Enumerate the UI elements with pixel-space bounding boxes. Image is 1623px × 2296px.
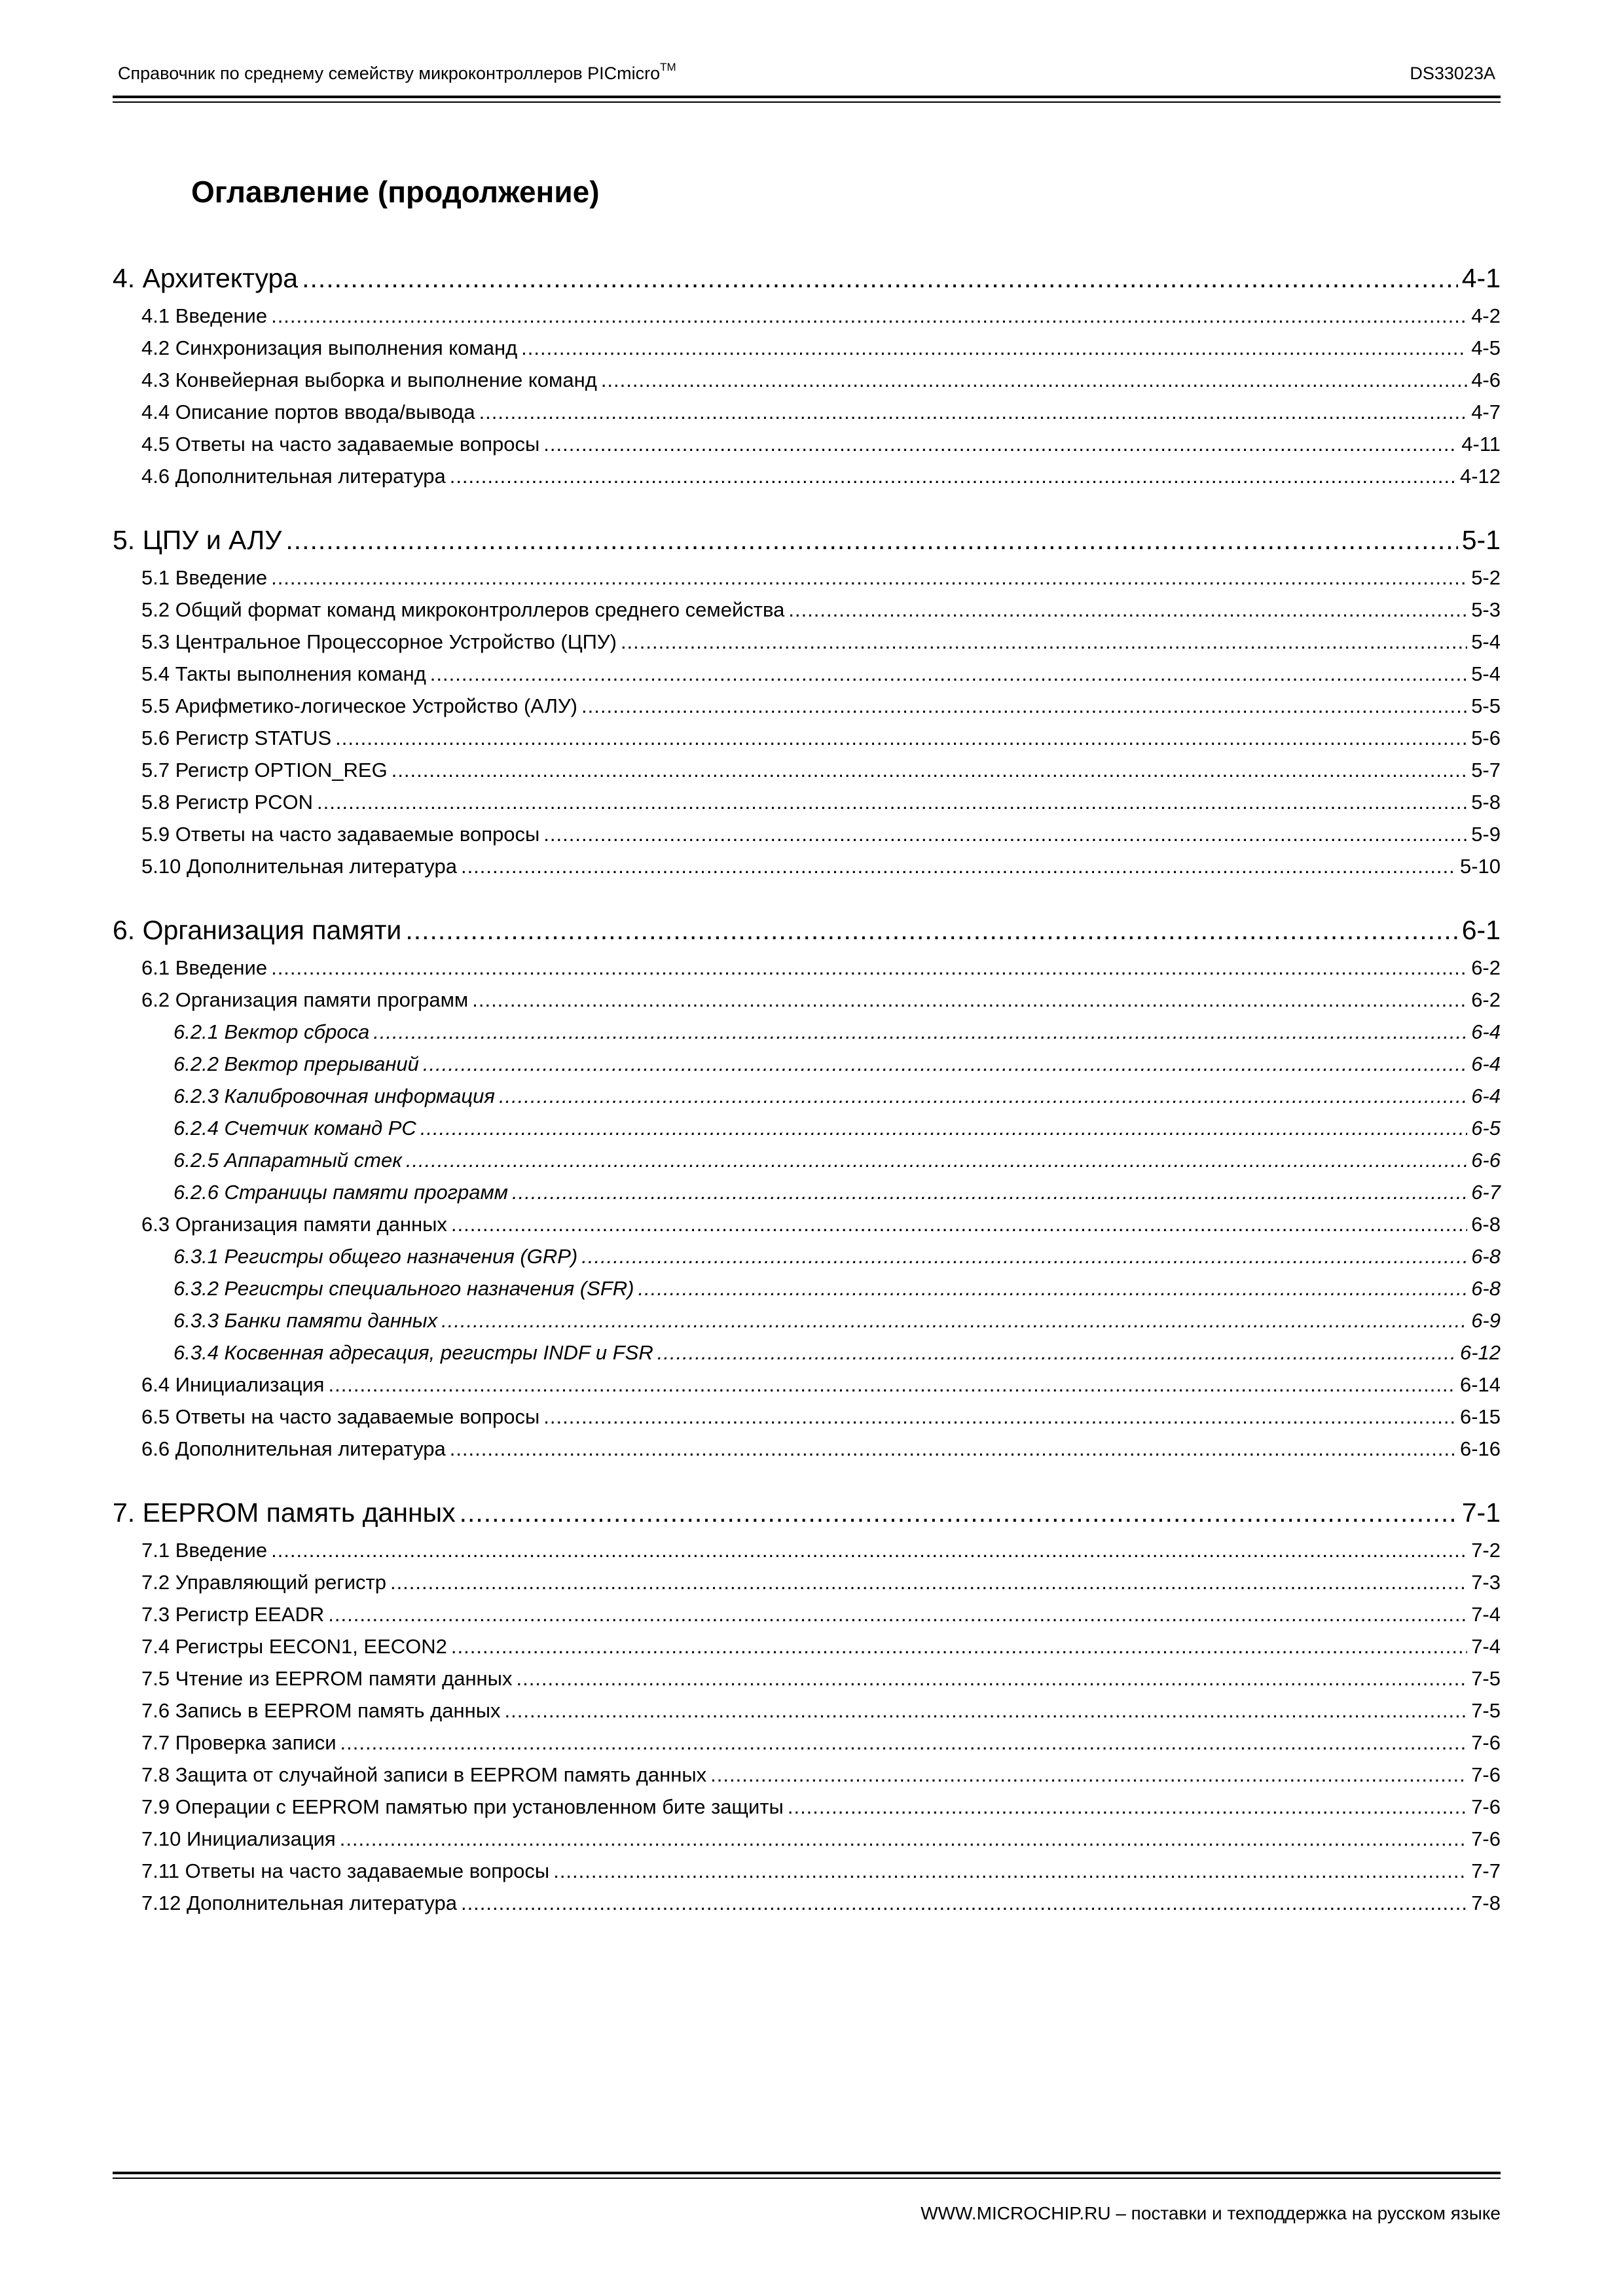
dot-leader [406,1144,1467,1176]
toc-entry-label: 7.4 Регистры EECON1, EECON2 [141,1635,447,1658]
toc-section-entry[interactable] [113,1887,1501,1919]
dot-leader [521,332,1467,364]
toc-entry-label: 5.4 Такты выполнения команд [141,662,426,685]
toc-entry-page: 6-4 [1471,1085,1501,1107]
toc-section-entry[interactable] [113,1630,1501,1662]
dot-leader [340,1727,1468,1759]
toc-subsubsection-entry[interactable] [113,1080,1501,1112]
toc-entry-label: 7.9 Операции с EEPROM памятью при установленном бите защиты [141,1795,784,1818]
dot-leader [460,1491,1458,1534]
toc-entry-page: 6-16 [1459,1437,1501,1460]
footer-rule-thick [113,2172,1501,2174]
toc-section-entry[interactable] [113,786,1501,818]
toc-chapter [113,1491,1501,1919]
toc-entry-page: 6-8 [1471,1277,1501,1300]
toc-entry-page: 6-1 [1461,915,1501,945]
toc-entry-label: 5.7 Регистр OPTION_REG [141,759,388,781]
toc-entry-label: 6.2.6 Страницы памяти программ [173,1181,508,1204]
toc-entry-page: 4-5 [1471,336,1501,359]
toc-section-entry[interactable] [113,300,1501,332]
dot-leader [285,518,1457,562]
dot-leader [461,1887,1467,1919]
toc-entry-label: 6.1 Введение [141,956,268,979]
dot-leader [451,1208,1467,1240]
toc-entry-page: 5-9 [1471,823,1501,846]
toc-section-entry[interactable] [113,562,1501,594]
dot-leader [302,257,1458,300]
dot-leader [271,952,1467,984]
toc-entry-page: 6-15 [1459,1405,1501,1428]
toc-entry-page: 5-3 [1471,598,1501,621]
toc-entry-page: 5-6 [1471,726,1501,749]
toc-subsubsection-entry[interactable] [113,1112,1501,1144]
dot-leader [788,1791,1467,1823]
toc-section-entry[interactable] [113,332,1501,364]
toc-entry-label: 5.2 Общий формат команд микроконтроллеров среднего семейства [141,598,785,621]
toc-section-entry[interactable] [113,1534,1501,1566]
toc-entry-page: 4-6 [1471,368,1501,391]
toc-subsubsection-entry[interactable] [113,1304,1501,1336]
page-title: Оглавление (продолжение) [191,175,600,209]
toc-entry-page: 5-10 [1459,855,1501,878]
toc-chapter-entry[interactable] [113,908,1501,952]
toc-entry-label: 7.12 Дополнительная литература [141,1892,457,1914]
toc-entry-page: 5-4 [1471,630,1501,653]
toc-section-entry[interactable] [113,1855,1501,1887]
toc-section-entry[interactable] [113,1208,1501,1240]
toc-entry-label: 7.6 Запись в EEPROM память данных [141,1699,501,1722]
toc-section-entry[interactable] [113,1791,1501,1823]
toc-entry-label: 7.11 Ответы на часто задаваемые вопросы [141,1859,550,1882]
toc-entry-label: 7.3 Регистр EEADR [141,1603,325,1626]
toc-section-entry[interactable] [113,428,1501,460]
toc-entry-page: 6-7 [1471,1181,1501,1204]
toc-entry-page: 7-6 [1471,1795,1501,1818]
dot-leader [328,1369,1455,1401]
toc-subsubsection-entry[interactable] [113,1144,1501,1176]
toc-entry-page: 6-6 [1471,1149,1501,1172]
toc-entry-page: 5-2 [1471,566,1501,589]
toc-section-entry[interactable] [113,1662,1501,1695]
toc-chapter [113,518,1501,882]
toc-entry-page: 4-11 [1461,433,1501,456]
toc-entry-label: 4. Архитектура [113,263,299,293]
toc-section-entry[interactable] [113,1598,1501,1630]
toc-subsubsection-entry[interactable] [113,1272,1501,1304]
document-code: DS33023A [1410,63,1495,83]
toc-chapter [113,257,1501,492]
dot-leader [420,1112,1467,1144]
toc-entry-label: 6.5 Ответы на часто задаваемые вопросы [141,1405,540,1428]
toc-chapter-entry[interactable] [113,518,1501,562]
dot-leader [516,1662,1467,1695]
dot-leader [461,850,1456,882]
toc-section-entry[interactable] [113,396,1501,428]
toc-subsubsection-entry[interactable] [113,1048,1501,1080]
toc-section-entry[interactable] [113,1823,1501,1855]
toc-section-entry[interactable] [113,1727,1501,1759]
toc-entry-page: 7-2 [1471,1539,1501,1562]
toc-entry-label: 4.5 Ответы на часто задаваемые вопросы [141,433,540,456]
toc-section-entry[interactable] [113,594,1501,626]
toc-entry-label: 7.5 Чтение из EEPROM памяти данных [141,1667,513,1690]
dot-leader [328,1598,1467,1630]
toc-entry-label: 5.6 Регистр STATUS [141,726,332,749]
toc-entry-label: 5.3 Центральное Процессорное Устройство (ЦПУ) [141,630,617,653]
dot-leader [543,818,1467,850]
dot-leader [581,1240,1467,1272]
toc-entry-page: 6-4 [1471,1052,1501,1075]
toc-entry-label: 6.3.3 Банки памяти данных [173,1309,438,1332]
toc-subsubsection-entry[interactable] [113,1016,1501,1048]
toc-entry-label: 4.6 Дополнительная литература [141,465,446,488]
header-rule-thin [113,101,1501,103]
toc-entry-label: 6.3.1 Регистры общего назначения (GRP) [173,1245,578,1268]
toc-entry-page: 6-14 [1459,1373,1501,1396]
toc-subsubsection-entry[interactable] [113,1336,1501,1369]
toc-entry-label: 6.2.4 Счетчик команд PC [173,1117,416,1139]
dot-leader [271,300,1467,332]
dot-leader [479,396,1468,428]
toc-entry-label: 6.3 Организация памяти данных [141,1213,447,1236]
toc-entry-page: 7-4 [1471,1603,1501,1626]
page-header [113,52,1501,92]
dot-leader [450,1433,1456,1465]
toc-entry-page: 6-2 [1471,956,1501,979]
toc-entry-page: 7-7 [1471,1859,1501,1882]
toc-entry-page: 6-8 [1471,1245,1501,1268]
toc-section-entry[interactable] [113,1695,1501,1727]
toc-entry-label: 6.2.1 Вектор сброса [173,1020,370,1043]
toc-entry-page: 7-1 [1461,1498,1501,1528]
dot-leader [505,1695,1468,1727]
toc-entry-page: 6-8 [1471,1213,1501,1236]
toc-entry-label: 6.2.5 Аппаратный стек [173,1149,402,1172]
dot-leader [405,908,1457,952]
toc-section-entry[interactable] [113,754,1501,786]
toc-entry-page: 5-8 [1471,791,1501,814]
toc-entry-label: 5.1 Введение [141,566,268,589]
toc-entry-label: 4.1 Введение [141,304,268,327]
toc-section-entry[interactable] [113,818,1501,850]
toc-section-entry[interactable] [113,952,1501,984]
dot-leader [788,594,1467,626]
toc-section-entry[interactable] [113,658,1501,690]
dot-leader [271,1534,1467,1566]
dot-leader [451,1630,1467,1662]
dot-leader [543,1401,1456,1433]
toc-chapter [113,908,1501,1465]
dot-leader [450,460,1456,492]
toc-entry-page: 7-5 [1471,1667,1501,1690]
toc-entry-label: 6.3.2 Регистры специального назначения (SFR) [173,1277,634,1300]
dot-leader [335,722,1467,754]
toc-entry-page: 7-8 [1471,1892,1501,1914]
dot-leader [430,658,1467,690]
toc-entry-page: 7-5 [1471,1699,1501,1722]
toc-entry-page: 5-5 [1471,694,1501,717]
toc-entry-page: 4-1 [1461,263,1501,293]
toc-entry-label: 6. Организация памяти [113,915,402,945]
dot-leader [657,1336,1456,1369]
footer-rule-thin [113,2178,1501,2179]
toc-entry-label: 6.2 Организация памяти программ [141,988,469,1011]
toc-entry-page: 7-3 [1471,1571,1501,1594]
toc-section-entry[interactable] [113,1401,1501,1433]
toc-entry-page: 4-7 [1471,401,1501,423]
toc-entry-label: 5.8 Регистр PCON [141,791,314,814]
toc-entry-label: 5. ЦПУ и АЛУ [113,525,282,555]
toc-entry-page: 4-12 [1459,465,1501,488]
toc-entry-page: 7-4 [1471,1635,1501,1658]
toc-entry-page: 5-1 [1461,525,1501,555]
toc-subsubsection-entry[interactable] [113,1176,1501,1208]
dot-leader [710,1759,1467,1791]
toc-chapter-entry[interactable] [113,1491,1501,1534]
toc-entry-label: 5.5 Арифметико-логическое Устройство (АЛУ) [141,694,577,717]
toc-entry-label: 4.4 Описание портов ввода/вывода [141,401,475,423]
dot-leader [392,754,1467,786]
dot-leader [512,1176,1467,1208]
toc-entry-page: 6-5 [1471,1117,1501,1139]
toc-entry-label: 7. EEPROM память данных [113,1498,456,1528]
toc-entry-page: 6-12 [1459,1341,1501,1364]
dot-leader [543,428,1457,460]
header-rule-thick [113,96,1501,98]
toc-entry-page: 7-6 [1471,1731,1501,1754]
toc-chapter-entry[interactable] [113,257,1501,300]
dot-leader [340,1823,1467,1855]
dot-leader [271,562,1467,594]
dot-leader [638,1272,1468,1304]
toc-entry-label: 6.2.2 Вектор прерываний [173,1052,419,1075]
toc-entry-label: 4.3 Конвейерная выборка и выполнение команд [141,368,597,391]
toc-section-entry[interactable] [113,460,1501,492]
dot-leader [601,364,1467,396]
dot-leader [441,1304,1467,1336]
footer-text: WWW.MICROCHIP.RU – поставки и техподдержка на русском языке [921,2203,1501,2223]
trademark-sup: TM [660,61,676,73]
toc-entry-label: 7.1 Введение [141,1539,268,1562]
toc-section-entry[interactable] [113,850,1501,882]
header-title: Справочник по среднему семейству микроконтроллеров PICmicro™ [118,61,676,83]
dot-leader [317,786,1467,818]
toc-section-entry[interactable] [113,1433,1501,1465]
toc-section-entry[interactable] [113,1759,1501,1791]
toc-entry-label: 6.4 Инициализация [141,1373,325,1396]
table-of-contents [113,257,1501,1945]
toc-section-entry[interactable] [113,364,1501,396]
dot-leader [499,1080,1467,1112]
toc-section-entry[interactable] [113,690,1501,722]
dot-leader [581,690,1467,722]
dot-leader [373,1016,1467,1048]
toc-entry-page: 6-2 [1471,988,1501,1011]
toc-entry-label: 6.2.3 Калибровочная информация [173,1085,495,1107]
toc-entry-page: 6-9 [1471,1309,1501,1332]
toc-entry-label: 4.2 Синхронизация выполнения команд [141,336,518,359]
toc-entry-page: 7-6 [1471,1763,1501,1786]
toc-section-entry[interactable] [113,984,1501,1016]
toc-entry-label: 6.6 Дополнительная литература [141,1437,446,1460]
toc-entry-page: 6-4 [1471,1020,1501,1043]
dot-leader [621,626,1467,658]
dot-leader [553,1855,1467,1887]
dot-leader [423,1048,1467,1080]
toc-entry-label: 5.10 Дополнительная литература [141,855,457,878]
toc-section-entry[interactable] [113,1566,1501,1598]
dot-leader [472,984,1467,1016]
toc-entry-page: 7-6 [1471,1827,1501,1850]
toc-section-entry[interactable] [113,626,1501,658]
toc-entry-page: 5-4 [1471,662,1501,685]
toc-entry-label: 7.8 Защита от случайной записи в EEPROM память данных [141,1763,707,1786]
toc-entry-page: 4-2 [1471,304,1501,327]
dot-leader [390,1566,1467,1598]
toc-entry-label: 5.9 Ответы на часто задаваемые вопросы [141,823,540,846]
toc-entry-label: 7.7 Проверка записи [141,1731,337,1754]
toc-section-entry[interactable] [113,1369,1501,1401]
toc-entry-label: 6.3.4 Косвенная адресация, регистры INDF и FSR [173,1341,653,1364]
toc-section-entry[interactable] [113,722,1501,754]
toc-entry-page: 5-7 [1471,759,1501,781]
toc-entry-label: 7.2 Управляющий регистр [141,1571,386,1594]
toc-subsubsection-entry[interactable] [113,1240,1501,1272]
toc-entry-label: 7.10 Инициализация [141,1827,336,1850]
